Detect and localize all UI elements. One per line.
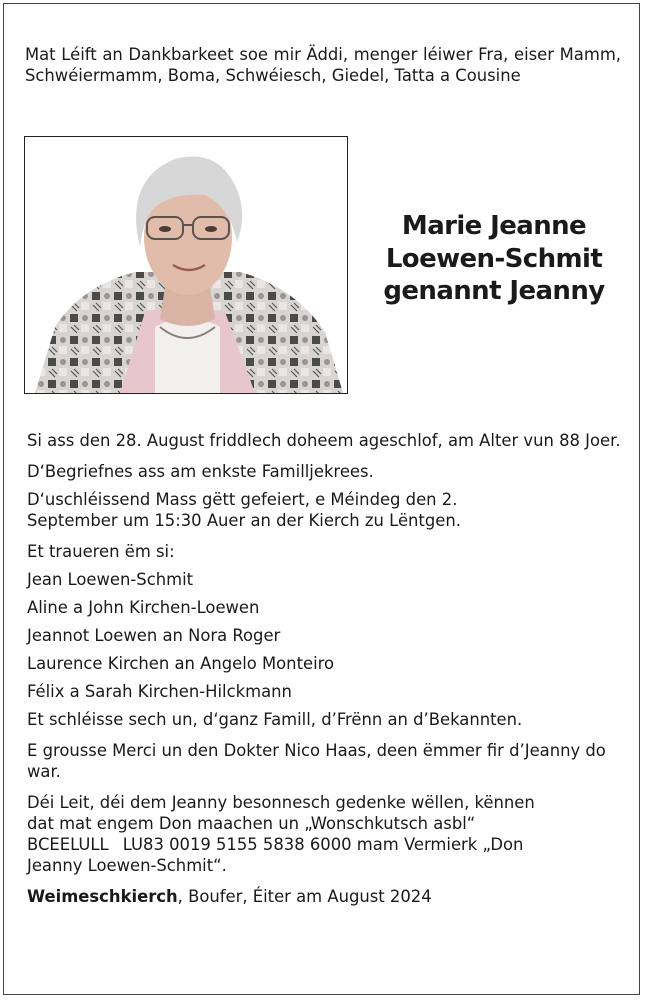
name-line-3: genannt Jeanny: [383, 276, 605, 306]
intro-text: Mat Léift an Dankbarkeet soe mir Äddi, menger léiwer Fra, eiser Mamm, Schwéiermamm, Boma, Schwéiesch, Giedel, Tatta a Cousine: [25, 45, 621, 85]
notice-body: [27, 430, 623, 907]
mourners-list: [27, 569, 623, 702]
name-line-2: Loewen-Schmit: [385, 243, 603, 274]
death-paragraph: Si ass den 28. August friddlech doheem ageschlof, am Alter vun 88 Joer.: [27, 431, 621, 450]
mourners-intro: Et traueren ëm si:: [27, 542, 175, 561]
name-line-1: Marie Jeanne: [401, 211, 587, 241]
mass-paragraph: [27, 489, 623, 531]
mourner-item: Aline a John Kirchen-Loewen: [27, 598, 260, 617]
mourner-item: Jeannot Loewen an Nora Roger: [27, 626, 281, 645]
closing-rest: , Boufer, Éiter am August 2024: [177, 887, 432, 906]
thanks-paragraph: E grousse Merci un den Dokter Nico Haas, deen ëmmer fir d’Jeanny do war.: [27, 741, 606, 781]
mourner-item: Laurence Kirchen an Angelo Monteiro: [27, 654, 335, 673]
mass-line-1: D‘uschléissend Mass gëtt gefeiert, e Méindeg den 2.: [27, 490, 458, 509]
closing-place: Weimeschkierch: [27, 887, 178, 906]
mourners-closing: Et schléisse sech un, d‘ganz Famill, d’Frënn an d’Bekannten.: [27, 710, 523, 729]
bank-code: BCEELULL: [27, 835, 109, 854]
burial-paragraph: D‘Begriefnes ass am enkste Familljekrees.: [27, 462, 374, 481]
portrait-photo: [24, 136, 348, 394]
mourner-item: Félix a Sarah Kirchen-Hilckmann: [27, 682, 292, 701]
donation-line-1: Déi Leit, déi dem Jeanny besonnesch gedenke wëllen, kënnen: [27, 793, 535, 812]
donation-line-4: Jeanny Loewen-Schmit“.: [27, 856, 227, 875]
donation-line-2: dat mat engem Don maachen un „Wonschkutsch asbl“: [27, 814, 476, 833]
closing-line: [27, 886, 623, 907]
iban-line: LU83 0019 5155 5838 6000 mam Vermierk „Don: [122, 835, 524, 854]
mourner-item: Jean Loewen-Schmit: [27, 570, 194, 589]
deceased-name: [355, 210, 633, 308]
mass-line-2: September um 15:30 Auer an der Kierch zu Lëntgen.: [27, 511, 461, 530]
donation-paragraph: [27, 792, 623, 876]
